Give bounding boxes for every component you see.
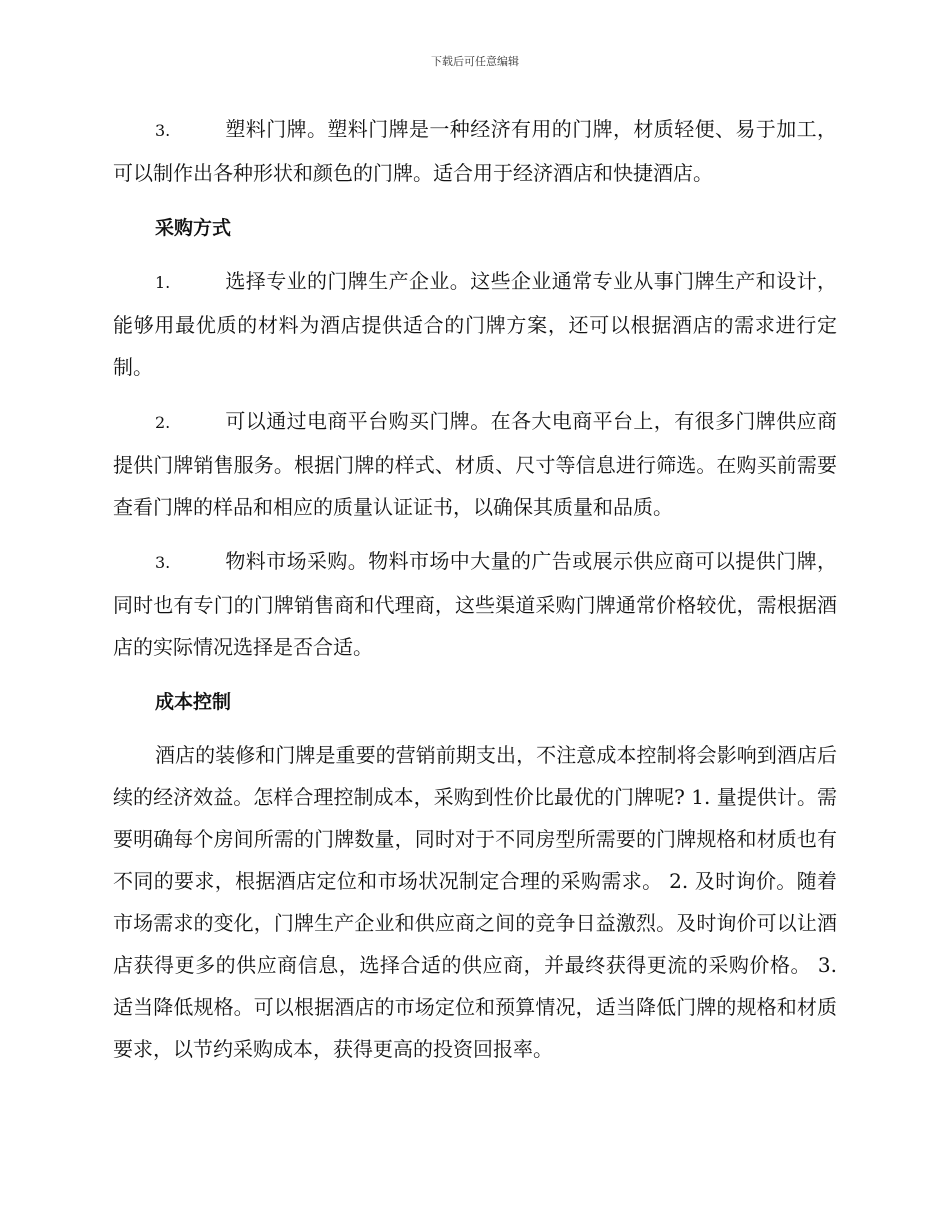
page-header: 下载后可任意编辑 [431,55,519,68]
list-item [113,400,837,528]
section-heading-purchase: 采购方式 [155,217,232,239]
list-item-text: 选择专业的门牌生产企业。这些企业通常专业从事门牌生产和设计，能够用最优质的材料为酒店提供适合的门牌方案，还可以根据酒店的需求进行定制。 [113,269,837,379]
list-item [113,540,837,668]
cost-paragraph: 酒店的装修和门牌是重要的营销前期支出，不注意成本控制将会影响到酒店后续的经济效益。怎样合理控制成本，采购到性价比最优的门牌呢? 1. 量提供计。需要明确每个房间所需的门牌数量，同时对于不同房型所需要的门牌规格和材质也有不同的要求，根据酒店定位和市场状况制定合理的采购需求。 2. 及时询价。随着市场需求的变化，门牌生产企业和供应商之间的竞争日益激烈。及时询价可以让酒店获得更多的供应商信息，选择合适的供应商，并最终获得更流的采购价格。 3. 适当降低规格。可以根据酒店的市场定位和预算情况，适当降低门牌的规格和材质要求，以节约采购成本，获得更高的投资回报率。 [113,743,837,1061]
list-item-text: 可以通过电商平台购买门牌。在各大电商平台上，有很多门牌供应商提供门牌销售服务。根据门牌的样式、材质、尺寸等信息进行筛选。在购买前需要查看门牌的样品和相应的质量认证证书，以确保其质量和品质。 [113,409,837,519]
document-body [113,108,837,1070]
list-item-text: 物料市场采购。物料市场中大量的广告或展示供应商可以提供门牌，同时也有专门的门牌销售商和代理商，这些渠道采购门牌通常价格较优，需根据酒店的实际情况选择是否合适。 [113,549,837,659]
list-item-text: 塑料门牌。塑料门牌是一种经济有用的门牌，材质轻便、易于加工，可以制作出各种形状和颜色的门牌。适合用于经济酒店和快捷酒店。 [113,117,837,185]
list-item-plastic-sign [113,108,837,194]
list-number: 3. [155,553,171,572]
list-number: 3. [155,121,171,140]
section-heading-cost: 成本控制 [155,691,232,713]
list-number: 2. [155,413,171,432]
list-item [113,260,837,388]
list-number: 1. [155,273,171,292]
